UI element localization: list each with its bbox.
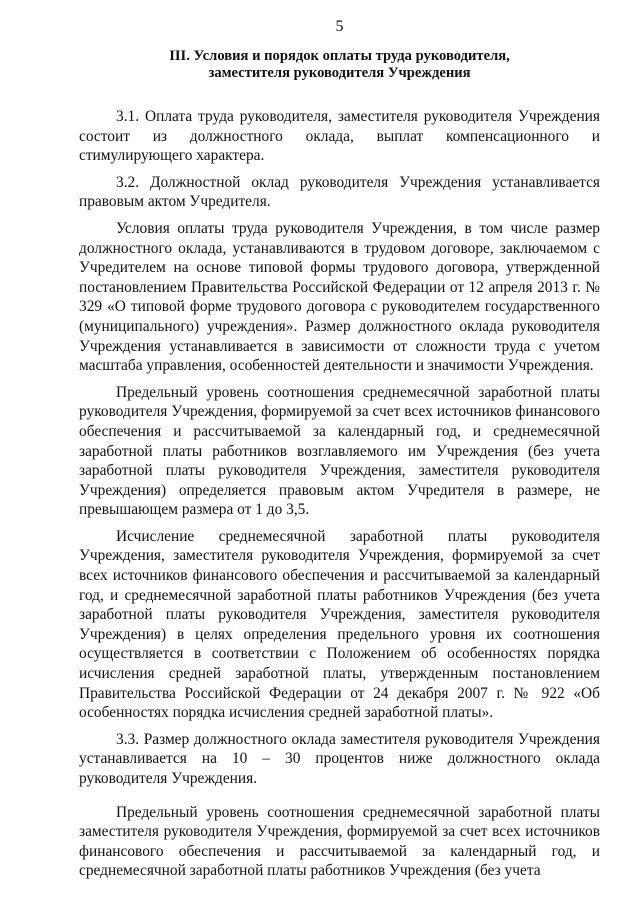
page-number: 5 (335, 18, 344, 35)
paragraph-deputy-limit: Предельный уровень соотношения среднемесячной заработной платы заместителя руководителя Учреждения, формируемой за счет всех источников финансового обеспечения и рассчитываемой за календарный год, и среднемесячной заработной платы работников Учреждения (без учета (79, 803, 600, 880)
section-heading-line-2: заместителя руководителя Учреждения (208, 64, 471, 81)
paragraph-conditions: Условия оплаты труда руководителя Учреждения, в том числе размер должностного оклада, устанавливаются в трудовом договоре, заключаемом с Учредителем на основе типовой формы трудового договора, утвержденной постановлением Правительства Российской Федерации от 12 апреля 2013 г. № 329 «О типовой форме трудового договора с руководителем государственного (муниципального) учреждения». Размер должностного оклада руководителя Учреждения устанавливается в зависимости от сложности труда с учетом масштаба управления, особенностей деятельности и значимости Учреждения. (79, 219, 600, 375)
paragraph-3-2: 3.2. Должностной оклад руководителя Учреждения устанавливается правовым актом Учредителя. (79, 173, 600, 211)
paragraph-limit-ratio: Предельный уровень соотношения среднемесячной заработной платы руководителя Учреждения, формируемой за счет всех источников финансового обеспечения и рассчитываемой за календарный год, и среднемесячной заработной платы работников возглавляемого им Учреждения (без учета заработной платы руководителя Учреждения, заместителя руководителя Учреждения) определяется правовым актом Учредителя в размере, не превышающем размера от 1 до 3,5. (79, 383, 600, 519)
section-heading (79, 48, 600, 81)
paragraph-3-1: 3.1. Оплата труда руководителя, заместителя руководителя Учреждения состоит из должностного оклада, выплат компенсационного и стимулирующего характера. (79, 108, 600, 165)
section-heading-line-1: III. Условия и порядок оплаты труда руководителя, (169, 48, 510, 64)
paragraph-calculation: Исчисление среднемесячной заработной платы руководителя Учреждения, заместителя руководителя Учреждения, формируемой за счет всех источников финансового обеспечения и рассчитываемой за календарный год, и среднемесячной заработной платы работников Учреждения (без учета заработной платы руководителя Учреждения, заместителя руководителя Учреждения) в целях определения предельного уровня их соотношения осуществляется в соответствии с Положением об особенностях порядка исчисления средней заработной платы, утвержденным постановлением Правительства Российской Федерации от 24 декабря 2007 г. № 922 «Об особенностях порядка исчисления средней заработной платы». (79, 527, 600, 722)
paragraph-3-3: 3.3. Размер должностного оклада заместителя руководителя Учреждения устанавливается на 10 – 30 процентов ниже должностного оклада руководителя Учреждения. (79, 730, 600, 787)
